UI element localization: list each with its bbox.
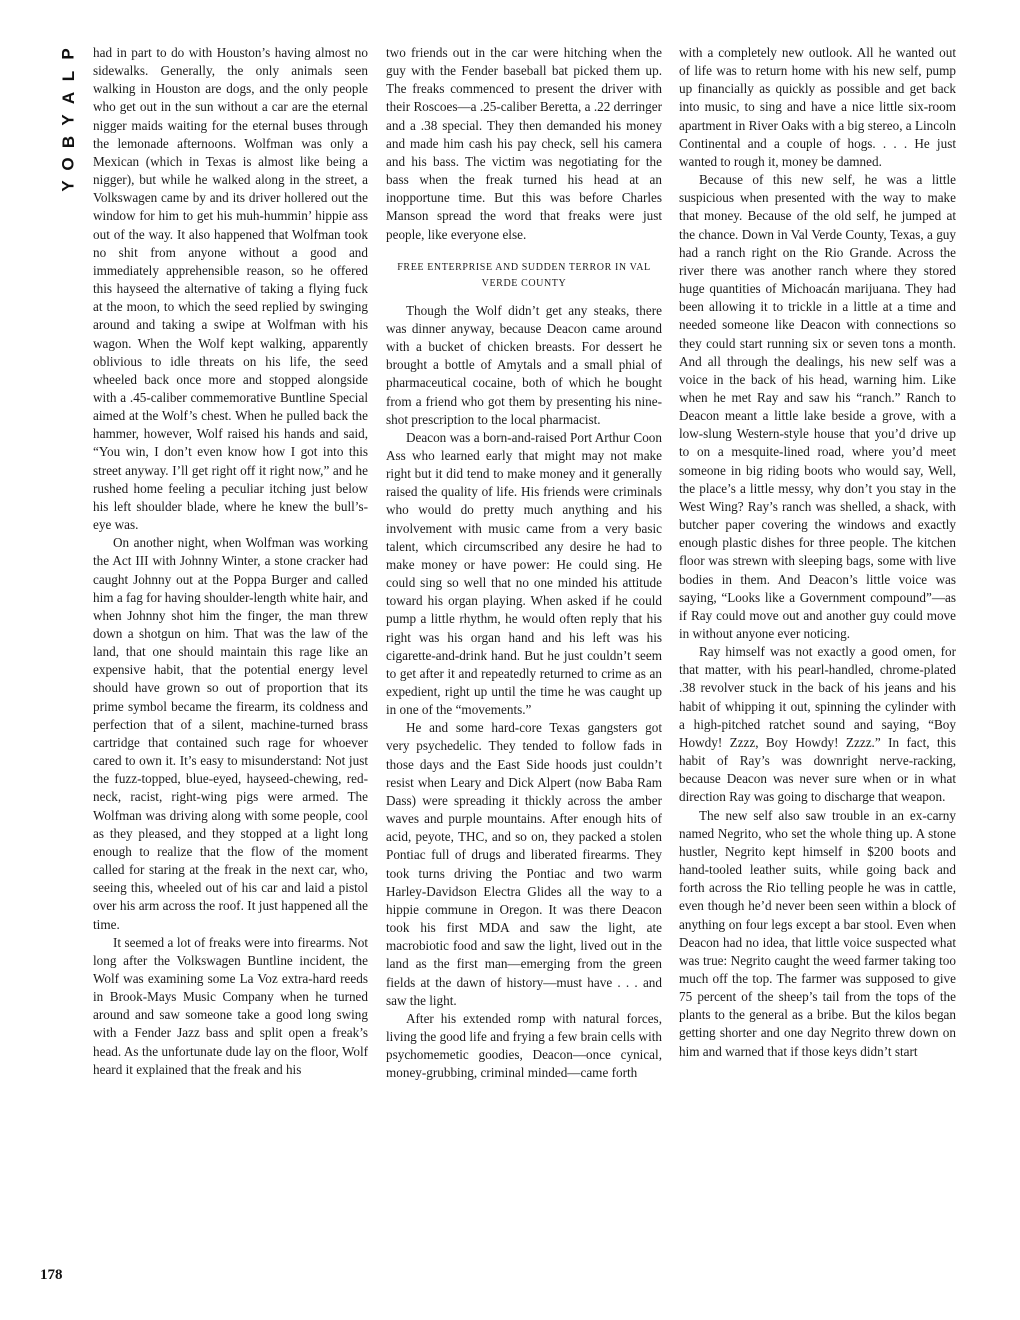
masthead-letter: B	[59, 135, 78, 149]
paragraph: two friends out in the car were hitching when the guy with the Fender baseball bat picked them up. The freaks commenced to present the driver with their Roscoes—a .25-caliber Beretta, a .22 derringer and a .38 special. They then demanded his money and made him cash his pay check, sell his camera and his bass. The victim was negotiating for the bass when the freak turned his head at an inopportune time. But this was before Charles Manson spread the word that freaks were just people, like everyone else.	[386, 45, 662, 242]
paragraph: Because of this new self, he was a little suspicious when presented with the way to make that money. Because of the old self, he jumped at the chance. Down in Val Verde County, Texas, a guy had a ranch right on the Rio Grande. Across the river there was another ranch where they stored huge quantities of Michoacán marijuana. They had been allowing it to trickle in a little at a time and needed someone like Deacon with connections so they could start running six or seven tons a month. And all through the dealings, his new self was a voice in the back of his head, warning him. Like when he met Ray and saw his “ranch.” Ranch to Deacon meant a little lake beside a grove, with a low-slung Western-style house that you’d drive up to on a mesquite-lined road, where you’d meet someone in big riding boots who would say, Well, the place’s a little messy, why don’t you stay in the West Wing? Ray’s ranch was shelled, a shack, with butcher paper covering the windows and exactly enough plastic dishes for three people. The kitchen floor was strewn with sleeping bags, some with live bodies in them. And Deacon’s little voice was saying, “Looks like a Government compound”—as if Ray could move out and another guy could move in without anyone ever noticing.	[679, 172, 956, 641]
text-column-3	[679, 44, 956, 1294]
paragraph: He and some hard-core Texas gangsters got very psychedelic. They tended to follow fads in those days and the East Side hoods just couldn’t resist when Leary and Dick Alpert (now Baba Ram Dass) were spreading it thickly across the amber waves and purple mountains. After enough hits of acid, peyote, THC, and so on, they packed a stolen Pontiac full of drugs and liberated firearms. They took turns driving the Pontiac and two warm Harley-Davidson Electra Glides all the way to a hippie commune in Oregon. It was there Deacon took his first MDA and saw the light, ate macrobiotic food and saw the light, lived out in the land as the first man—emerging from the green fields at the dawn of history—must have . . . and saw the light.	[386, 720, 662, 1008]
text-column-2	[386, 44, 662, 1294]
magazine-masthead	[52, 44, 86, 198]
masthead-letter: Y	[59, 180, 78, 192]
paragraph: with a completely new outlook. All he wanted out of life was to return home with his new self, pump up financially as quickly as possible and get back into music, to sing and have a nice little six-room apartment in River Oaks with a big stereo, a Lincoln Continental and a couple of hogs. . . . He just wanted to rough it, money be damned.	[679, 45, 956, 169]
paragraph: Ray himself was not exactly a good omen, for that matter, with his pearl-handled, chrome-plated .38 revolver stuck in the back of his jeans and his habit of whipping it out, spinning the cylinder with a high-pitched ratchet sound and saying, “Boy Howdy! Zzzz, Boy Howdy! Zzzz.” In fact, this habit of Ray’s was downright nerve-racking, because Deacon was never sure when or in what direction Ray was going to discharge that weapon.	[679, 644, 956, 805]
paragraph: On another night, when Wolfman was working the Act III with Johnny Winter, a stone cracker had caught Johnny out at the Poppa Burger and called him a fag for having shoulder-length white hair, and when Johnny shot him the finger, the man threw down a shotgun on him. That was the law of the land, that one should maintain this rage like an expensive habit, that the potential energy level should have grown so out of proportion that its prime symbol became the firearm, its coldness and perfection that of a silent, machine-turned brass cartridge that contained such rage for whoever cared to own it. It’s easy to misunderstand: Not just the fuzz-topped, blue-eyed, hayseed-chewing, red-neck, racist, right-wing pigs were armed. The Wolfman was driving along with some people, cool as they pleased, and they stopped at a light long enough to realize that the flow of the moment called for staring at the freak in the next car, who, seeing this, wheeled out of his car and laid a pistol over his arm across the roof. It just happened all the time.	[93, 535, 368, 932]
paragraph: The new self also saw trouble in an ex-carny named Negrito, who set the whole thing up. A stone hustler, Negrito kept himself in $200 boots and hand-tooled leather suits, while going back and forth across the Rio telling people he was in cattle, even though he’d never been seen within a block of anything on four legs except a bar stool. Even when Deacon had no idea, that little voice suspected what was true: Negrito caught the weed farmer taking too much off the top. The farmer was supposed to give 75 percent of the sheep’s tail from the tops of the plants to the general as a bribe. But the kilos began getting shorter and one day Negrito threw down on him and warned that if those keys didn’t start	[679, 807, 956, 1059]
page-number: 178	[40, 1267, 63, 1283]
section-subhead: FREE ENTERPRISE AND SUDDEN TERROR IN VAL VERDE COUNTY	[397, 261, 651, 289]
paragraph: After his extended romp with natural forces, living the good life and frying a few brain cells with psychomemetic goodies, Deacon—once cynical, money-grubbing, criminal minded—came forth	[386, 1010, 662, 1081]
paragraph: Though the Wolf didn’t get any steaks, there was dinner anyway, because Deacon came around with a bucket of chicken breasts. For dessert he brought a bottle of Amytals and a small phial of pharmaceutical cocaine, both of which he bought from a friend who got them by presenting his nine-shot prescription to the local pharmacist.	[386, 302, 662, 427]
masthead-letter: P	[59, 48, 78, 60]
paragraph: Deacon was a born-and-raised Port Arthur Coon Ass who learned early that might may not make right but it did tend to make money and it generally raised the quality of life. His friends were criminals who would do pretty much anything and his involvement with music came from a very basic talent, which circumscribed any desire he had to make money or have power: He could sing. He could sing so well that no one minded his attitude toward his organ playing. When asked if he could pump a little rhythm, he would often reply that his right was his organ hand and his left was his cigarette-and-drink hand. But he just couldn’t seem to get after it and repeatedly returned to crime as an expedient, right up until the time he was caught up in one of the “movements.”	[386, 429, 662, 718]
masthead-letter: A	[59, 91, 78, 105]
masthead-letter: L	[58, 70, 78, 82]
paragraph: had in part to do with Houston’s having almost no sidewalks. Generally, the only animals seen walking in Houston are dogs, and the only people who get out in the sun without a car are the eternal nigger maids waiting for the eternal buses through the lemonade afternoons. Wolfman was only a Mexican (which in Texas is almost like being a nigger), but while he walked along in the street, a Volkswagen came by and its driver hollered out the window for him to get his muh-hummin’ hippie ass out of the way. It also happened that Wolfman took no shit from anyone without a good and immediately apprehensible reason, so he offered this hayseed the alternative of taking a flying fuck at the moon, to which the seed replied by swinging around and taking a swipe at Wolfman with his wagon. When the Wolf kept walking, apparently oblivious to idle threats on his life, the seed wheeled back once more and stopped alongside with a .45-caliber commemorative Buntline Special aimed at the Wolf’s chest. When he pulled back the hammer, however, Wolf raised his hands and said, “You win, I don’t even know how I got into this street anyway. I’ll get right off it right now,” and he rushed home feeling a peculiar itching just below his left shoulder blade, where he knew the bull’s-eye was.	[93, 45, 368, 533]
masthead-letter: O	[58, 157, 78, 171]
text-column-1	[93, 44, 368, 1294]
masthead-letter: Y	[59, 114, 78, 126]
paragraph: It seemed a lot of freaks were into firearms. Not long after the Volkswagen Buntline incident, the Wolf was examining some La Voz extra-hard reeds in Brook-Mays Music Company when he turned around and saw someone take a good long swing with a Fender Jazz bass and split open a freak’s head. As the unfortunate dude lay on the floor, Wolf heard it explained that the freak and his	[93, 934, 368, 1077]
